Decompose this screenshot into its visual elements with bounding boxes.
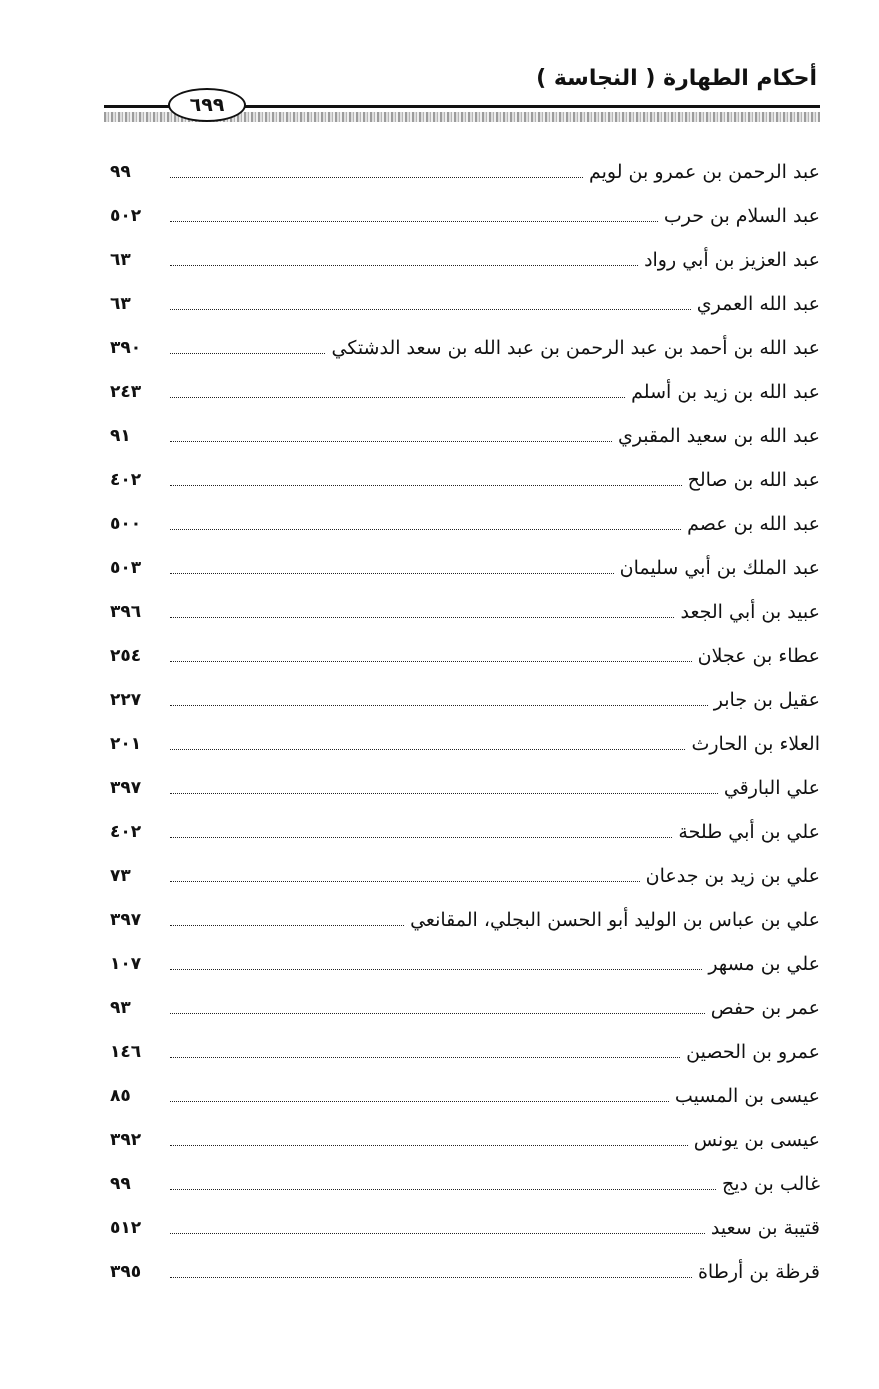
index-entry [110, 1206, 820, 1250]
index-entry [110, 590, 820, 634]
entry-page: ٥٠٣ [110, 558, 142, 578]
entry-page: ٣٩٧ [110, 778, 142, 798]
dot-leader [170, 263, 638, 266]
index-entry [110, 854, 820, 898]
entry-page: ٣٩٦ [110, 602, 142, 622]
index-entry [110, 370, 820, 414]
index-list [110, 150, 820, 1294]
dot-leader [170, 1055, 680, 1058]
entry-page: ٢٥٤ [110, 646, 142, 666]
entry-name: علي بن أبي طلحة [678, 821, 820, 843]
dot-leader [170, 571, 614, 574]
dot-leader [170, 1143, 688, 1146]
entry-page: ٥٠٢ [110, 206, 142, 226]
entry-name: عبد الله بن سعيد المقبري [617, 425, 820, 447]
entry-page: ٣٩٠ [110, 338, 142, 358]
index-entry [110, 634, 820, 678]
dot-leader [170, 175, 583, 178]
page-header [0, 0, 879, 140]
entry-name: عيسى بن يونس [693, 1129, 820, 1151]
entry-page: ٢٠١ [110, 734, 142, 754]
entry-page: ٤٠٢ [110, 822, 142, 842]
entry-name: عمرو بن الحصين [686, 1041, 820, 1063]
index-entry [110, 722, 820, 766]
entry-name: العلاء بن الحارث [691, 733, 820, 755]
entry-page: ٢٤٣ [110, 382, 142, 402]
entry-name: عطاء بن عجلان [697, 645, 820, 667]
index-entry [110, 810, 820, 854]
dot-leader [170, 483, 682, 486]
dot-leader [170, 879, 640, 882]
entry-page: ١٠٧ [110, 954, 142, 974]
index-entry [110, 414, 820, 458]
entry-name: عبد الله بن أحمد بن عبد الرحمن بن عبد الله بن سعد الدشتكي [331, 337, 820, 359]
entry-name: علي بن عباس بن الوليد أبو الحسن البجلي، المقانعي [410, 909, 820, 931]
entry-name: عبد الله بن عصم [687, 513, 820, 535]
entry-name: قتيبة بن سعيد [710, 1217, 820, 1239]
entry-page: ٢٢٧ [110, 690, 142, 710]
entry-name: عبد العزيز بن أبي رواد [644, 249, 820, 271]
entry-page: ٣٩٧ [110, 910, 142, 930]
index-entry [110, 1250, 820, 1294]
dot-leader [170, 395, 625, 398]
entry-page: ٨٥ [110, 1086, 131, 1106]
dot-leader [170, 307, 691, 310]
dot-leader [170, 615, 674, 618]
index-entry [110, 942, 820, 986]
dot-leader [170, 1099, 669, 1102]
index-entry [110, 766, 820, 810]
index-entry [110, 1074, 820, 1118]
entry-name: عبد الله بن صالح [687, 469, 820, 491]
index-entry [110, 458, 820, 502]
dot-leader [170, 1275, 692, 1278]
dot-leader [170, 923, 404, 926]
entry-name: عبد الرحمن بن عمرو بن لويم [588, 161, 820, 183]
entry-name: عيسى بن المسيب [674, 1085, 820, 1107]
dot-leader [170, 351, 325, 354]
dot-leader [170, 219, 658, 222]
entry-page: ٦٣ [110, 250, 131, 270]
dot-leader [170, 659, 692, 662]
entry-name: عبد الله بن زيد بن أسلم [631, 381, 820, 403]
dot-leader [170, 1187, 716, 1190]
index-entry [110, 986, 820, 1030]
dot-leader [170, 1011, 705, 1014]
index-entry [110, 898, 820, 942]
entry-name: عقيل بن جابر [713, 689, 820, 711]
entry-page: ٥٠٠ [110, 514, 142, 534]
entry-page: ٣٩٢ [110, 1130, 142, 1150]
entry-page: ٦٣ [110, 294, 131, 314]
dot-leader [170, 527, 681, 530]
dot-leader [170, 791, 718, 794]
dot-leader [170, 703, 708, 706]
index-entry [110, 502, 820, 546]
entry-page: ٧٣ [110, 866, 131, 886]
dot-leader [170, 967, 702, 970]
index-entry [110, 1030, 820, 1074]
entry-name: عبد الملك بن أبي سليمان [619, 557, 820, 579]
index-entry [110, 238, 820, 282]
page-number: ٦٩٩ [189, 93, 225, 116]
entry-name: علي بن مسهر [708, 953, 820, 975]
index-entry [110, 326, 820, 370]
index-entry [110, 1162, 820, 1206]
entry-name: عبد السلام بن حرب [663, 205, 820, 227]
index-entry [110, 1118, 820, 1162]
entry-name: عبيد بن أبي الجعد [680, 601, 820, 623]
index-entry [110, 150, 820, 194]
entry-name: عمر بن حفص [710, 997, 820, 1019]
entry-page: ١٤٦ [110, 1042, 142, 1062]
page-number-oval [168, 88, 246, 122]
index-entry [110, 194, 820, 238]
entry-name: عبد الله العمري [696, 293, 820, 315]
index-entry [110, 678, 820, 722]
entry-name: غالب بن ديج [721, 1173, 820, 1195]
running-title: أحكام الطهارة ( النجاسة ) [536, 66, 817, 91]
entry-page: ٣٩٥ [110, 1262, 142, 1282]
entry-page: ٩٩ [110, 1174, 131, 1194]
dot-leader [170, 1231, 705, 1234]
entry-name: علي بن زيد بن جدعان [645, 865, 820, 887]
entry-page: ٥١٢ [110, 1218, 142, 1238]
dot-leader [170, 439, 612, 442]
entry-page: ٩٩ [110, 162, 131, 182]
entry-name: علي البارقي [723, 777, 820, 799]
dot-leader [170, 747, 685, 750]
dot-leader [170, 835, 672, 838]
entry-page: ٩١ [110, 426, 131, 446]
entry-page: ٤٠٢ [110, 470, 142, 490]
entry-name: قرظة بن أرطاة [697, 1261, 820, 1283]
index-entry [110, 282, 820, 326]
entry-page: ٩٣ [110, 998, 131, 1018]
index-entry [110, 546, 820, 590]
